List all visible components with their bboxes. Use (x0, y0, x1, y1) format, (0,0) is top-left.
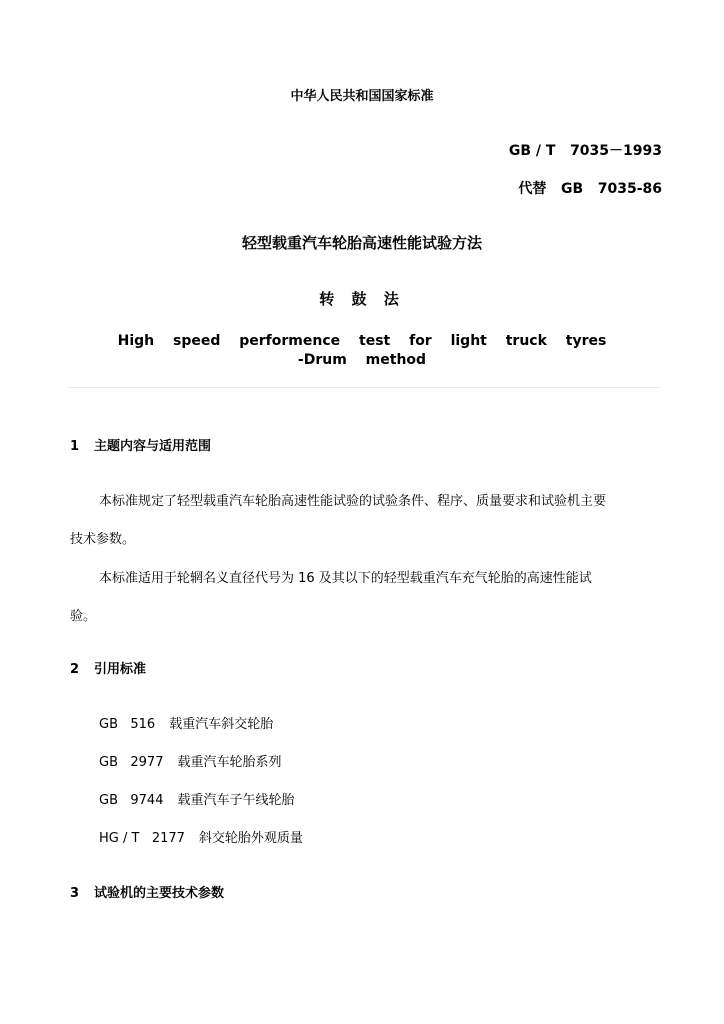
document-subtitle: 转 鼓 法 (319, 290, 405, 308)
header-divider (68, 387, 660, 388)
section-title: 主题内容与适用范围 (94, 439, 212, 454)
paragraph-line: 本标准规定了轻型载重汽车轮胎高速性能试验的试验条件、程序、质量要求和试验机主要 (99, 494, 607, 509)
section-number: 3 (70, 886, 80, 901)
standard-code: GB / T 7035－1993 (508, 143, 662, 159)
section-heading-3 (70, 882, 224, 901)
reference-code: HG / T 2177 (99, 831, 185, 846)
section-title: 试验机的主要技术参数 (94, 886, 225, 901)
section-number: 2 (70, 662, 80, 677)
reference-code: GB 9744 (99, 793, 164, 808)
paragraph-line: 验。 (70, 609, 97, 624)
reference-item (99, 827, 303, 846)
paragraph-line: 本标准适用于轮辋名义直径代号为 16 及其以下的轻型载重汽车充气轮胎的高速性能试 (99, 571, 592, 586)
reference-title: 斜交轮胎外观质量 (198, 831, 303, 846)
reference-item (99, 789, 295, 808)
reference-title: 载重汽车斜交轮胎 (169, 717, 274, 732)
national-standard-header: 中华人民共和国国家标准 (290, 89, 434, 104)
reference-item (99, 713, 273, 732)
english-title-line2: -Drum method (297, 352, 427, 368)
reference-item (99, 751, 282, 770)
paragraph-line: 技术参数。 (70, 532, 136, 547)
section-heading-2 (70, 658, 146, 677)
section-title: 引用标准 (94, 662, 147, 677)
replaces-standard: 代替 GB 7035-86 (518, 181, 662, 197)
reference-code: GB 2977 (99, 755, 164, 770)
english-title-line1: High speed performence test for light truck tyres (117, 333, 607, 349)
reference-code: GB 516 (99, 717, 156, 732)
section-number: 1 (70, 439, 80, 454)
document-title: 轻型载重汽车轮胎高速性能试验方法 (241, 234, 482, 252)
reference-title: 载重汽车子午线轮胎 (177, 793, 295, 808)
reference-title: 载重汽车轮胎系列 (177, 755, 282, 770)
section-heading-1 (70, 435, 211, 454)
